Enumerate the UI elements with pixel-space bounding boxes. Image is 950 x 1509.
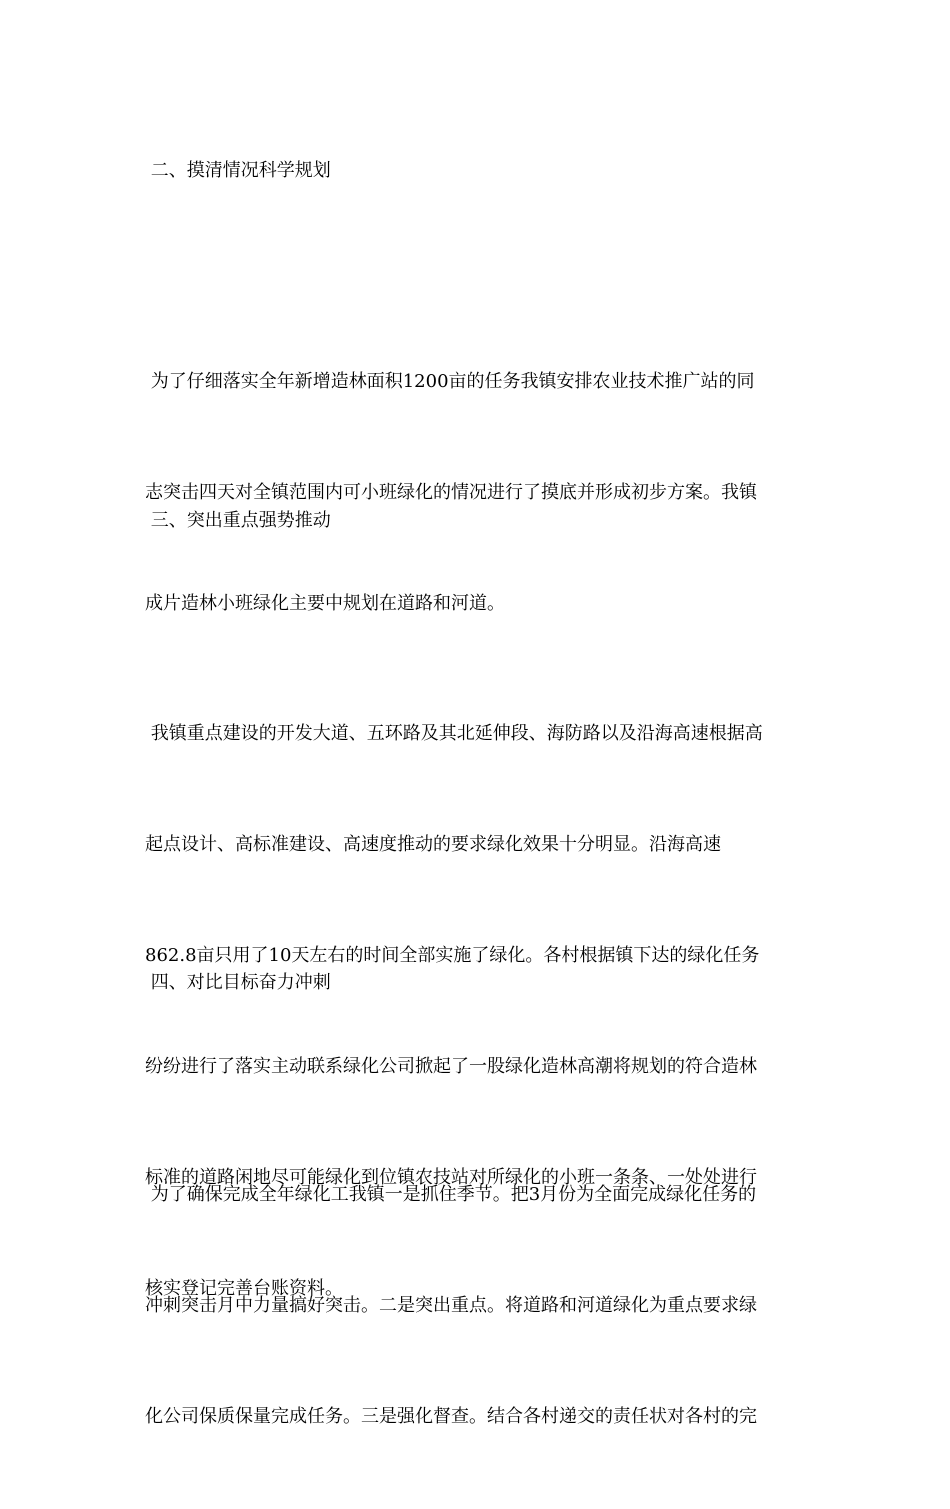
paragraph-line: 862.8亩只用了10天左右的时间全部实施了绿化。各村根据镇下达的绿化任务 bbox=[145, 945, 760, 966]
section-paragraph-2 bbox=[145, 289, 805, 696]
paragraph-line: 化公司保质保量完成任务。三是强化督查。结合各村递交的责任状对各村的完 bbox=[145, 1406, 757, 1427]
paragraph-line: 志突击四天对全镇范围内可小班绿化的情况进行了摸底并形成初步方案。我镇 bbox=[145, 482, 757, 503]
paragraph-line: 为了确保完成全年绿化工我镇一是抓住季节。把3月份为全面完成绿化任务的 bbox=[145, 1184, 757, 1205]
paragraph-line: 核实登记完善台账资料。 bbox=[145, 1278, 343, 1299]
paragraph-line: 为了仔细落实全年新增造林面积1200亩的任务我镇安排农业技术推广站的同 bbox=[145, 371, 755, 392]
paragraph-line: 纷纷进行了落实主动联系绿化公司掀起了一股绿化造林高潮将规划的符合造林 bbox=[145, 1056, 757, 1077]
paragraph-line: 我镇重点建设的开发大道、五环路及其北延伸段、海防路以及沿海高速根据高 bbox=[145, 723, 763, 744]
section-paragraph-4 bbox=[145, 1102, 805, 1509]
section-heading-3: 三、突出重点强势推动 bbox=[145, 510, 331, 531]
paragraph-line: 冲刺突击月中力量搞好突击。二是突出重点。将道路和河道绿化为重点要求绿 bbox=[145, 1295, 757, 1316]
paragraph-line: 成片造林小班绿化主要中规划在道路和河道。 bbox=[145, 593, 505, 614]
paragraph-line: 起点设计、高标准建设、高速度推动的要求绿化效果十分明显。沿海高速 bbox=[145, 834, 721, 855]
section-heading-2: 二、摸清情况科学规划 bbox=[145, 160, 331, 181]
paragraph-line: 标准的道路闲地尽可能绿化到位镇农技站对所绿化的小班一条条、一处处进行 bbox=[145, 1167, 757, 1188]
section-heading-4: 四、对比目标奋力冲刺 bbox=[145, 972, 331, 993]
